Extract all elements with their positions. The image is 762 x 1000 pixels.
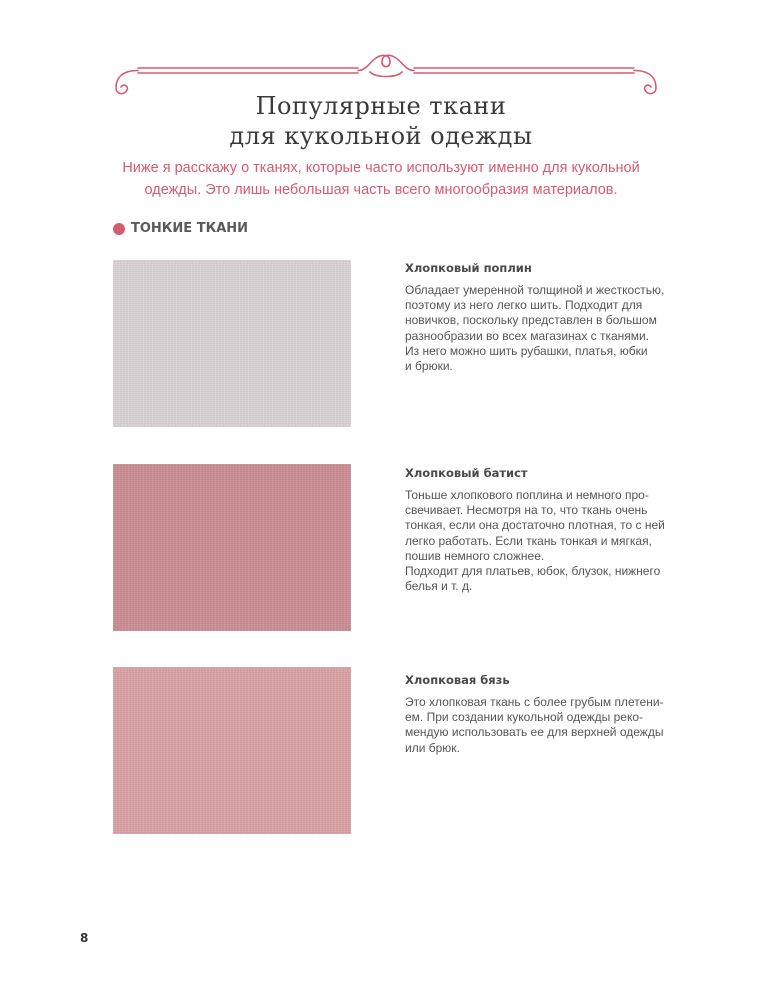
fabric-text-line: и брюки. bbox=[405, 359, 453, 374]
fabric-text-line: легко работать. Если ткань тонкая и мягкая, bbox=[405, 533, 652, 548]
fabric-swatch-poplin bbox=[113, 260, 351, 427]
section-heading-label: ТОНКИЕ ТКАНИ bbox=[131, 221, 249, 236]
fabric-text-line: разнообразии во всех магазинах с тканями. bbox=[405, 328, 650, 343]
fabric-name: Хлопковый поплин bbox=[405, 261, 532, 275]
section-heading bbox=[113, 221, 248, 236]
fabric-description-batiste bbox=[405, 466, 667, 594]
fabric-text-line: Это хлопковая ткань с более грубым плетени- bbox=[405, 695, 664, 709]
fabric-text-line: тонкая, если она достаточно плотная, то с ней bbox=[405, 518, 665, 533]
fabric-text-line: новичков, поскольку представлен в большом bbox=[405, 313, 657, 328]
fabric-description-calico bbox=[405, 673, 667, 756]
bullet-dot-icon bbox=[113, 223, 125, 235]
fabric-text-line: белья и т. д. bbox=[405, 579, 473, 594]
fabric-swatch-calico bbox=[113, 667, 351, 834]
fabric-text-line: или брюк. bbox=[405, 740, 460, 755]
page-title-line2: для кукольной одежды bbox=[229, 122, 533, 150]
fabric-text-line: свечивает. Несмотря на то, что ткань очень bbox=[405, 503, 648, 518]
fabric-text-line: Из него можно шить рубашки, платья, юбки bbox=[405, 343, 648, 358]
intro-line: Ниже я расскажу о тканях, которые часто используют именно для кукольной bbox=[122, 160, 640, 176]
fabric-text-line: Обладает умеренной толщиной и жесткостью, bbox=[405, 283, 665, 297]
fabric-text-line: мендую использовать ее для верхней одежды bbox=[405, 725, 664, 740]
fabric-text-line: Тоньше хлопкового поплина и немного про- bbox=[405, 488, 649, 502]
fabric-swatch-batiste bbox=[113, 464, 351, 631]
fabric-text-line: ем. При создании кукольной одежды реко- bbox=[405, 710, 643, 725]
fabric-text-line: Подходит для платьев, юбок, блузок, нижнего bbox=[405, 564, 661, 579]
page-title-line1: Популярные ткани bbox=[255, 92, 507, 120]
fabric-name: Хлопковая бязь bbox=[405, 673, 510, 687]
intro-paragraph bbox=[100, 157, 662, 201]
intro-line: одежды. Это лишь небольшая часть всего многообразия материалов. bbox=[144, 182, 618, 198]
fabric-text-line: поэтому из него легко шить. Подходит для bbox=[405, 298, 643, 313]
fabric-name: Хлопковый батист bbox=[405, 466, 528, 480]
page-number: 8 bbox=[80, 931, 89, 945]
fabric-text-line: пошив немного сложнее. bbox=[405, 548, 545, 563]
fabric-description-poplin bbox=[405, 261, 667, 374]
